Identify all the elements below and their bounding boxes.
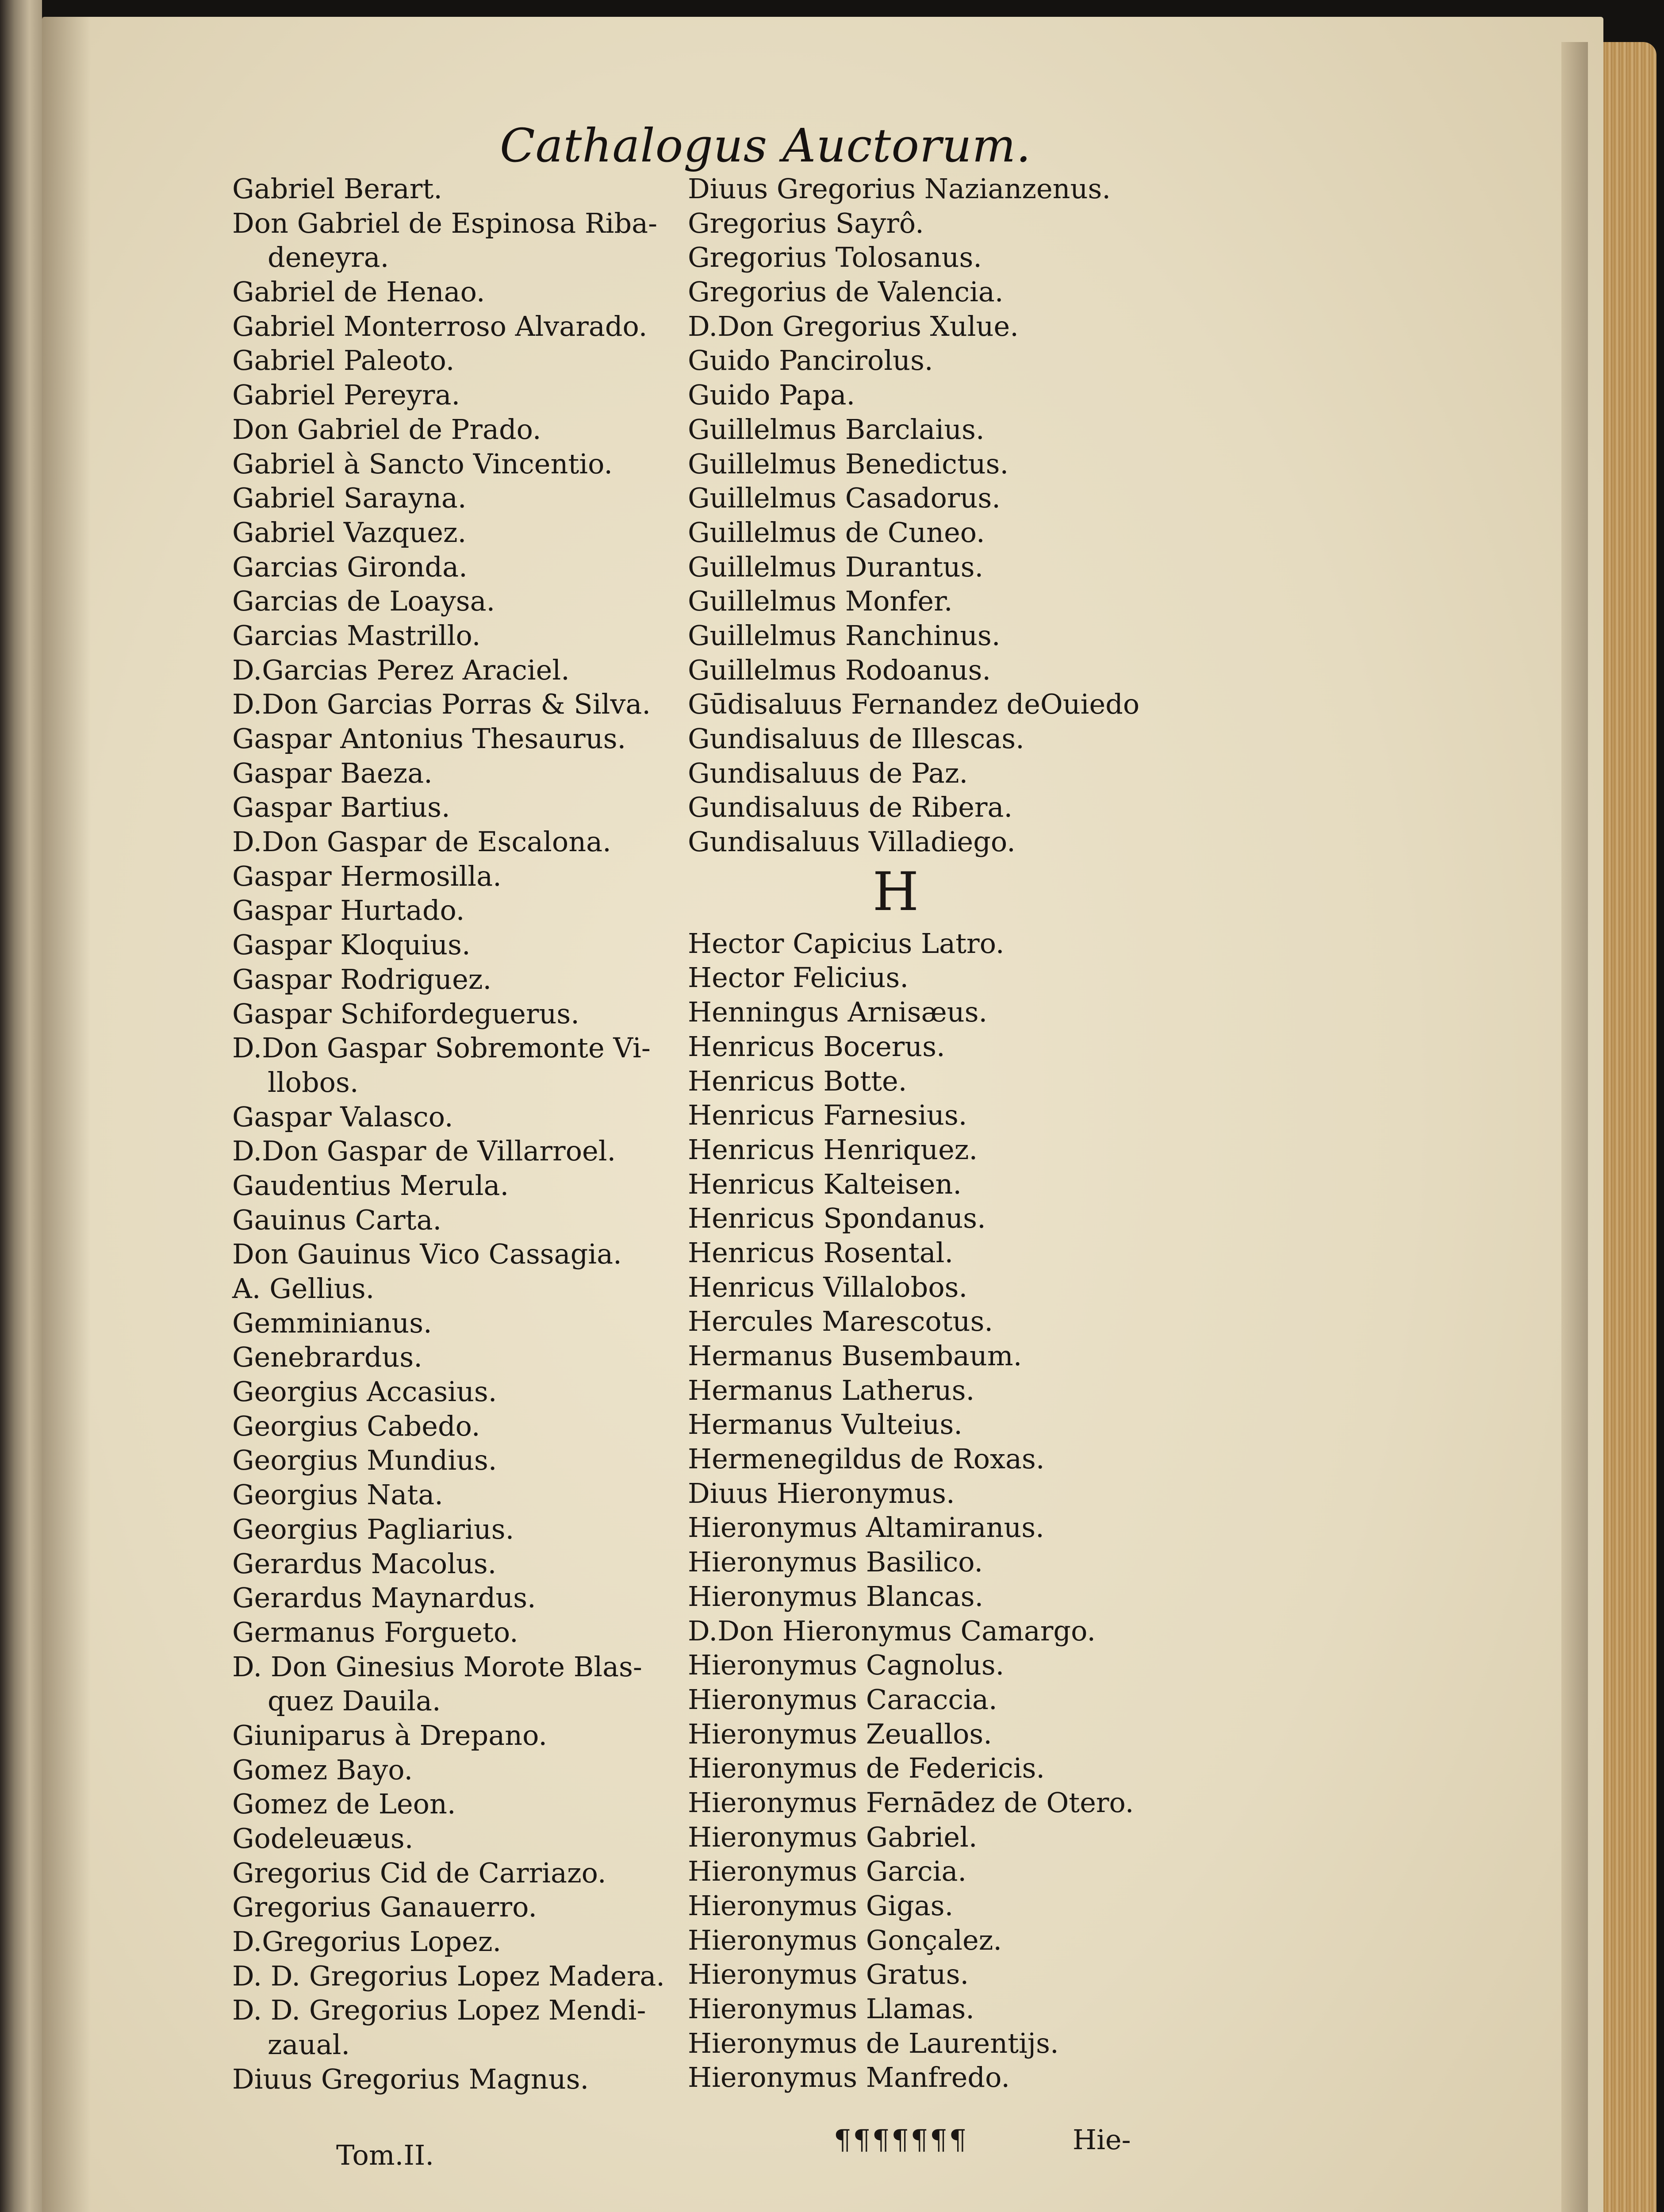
catalog-entry: Gundisaluus Villadiego. <box>688 826 1016 858</box>
catalog-entry: Hieronymus de Laurentijs. <box>688 2027 1059 2059</box>
catalog-entry: Guillelmus Durantus. <box>688 550 984 583</box>
section-letter-h: H <box>872 861 919 923</box>
catalog-entry: Gregorius Ganauerro. <box>232 1891 537 1924</box>
signature-mark: Tom.II. <box>336 2139 434 2171</box>
catalog-entry: Guido Papa. <box>688 379 855 411</box>
catalog-entry: Hermanus Latherus. <box>688 1374 975 1406</box>
catalog-entry: D. D. Gregorius Lopez Mendi- <box>232 1994 646 2027</box>
catalog-entry: Gaudentius Merula. <box>232 1169 509 1202</box>
catalog-entry: Guillelmus Benedictus. <box>688 447 1009 480</box>
left-column <box>232 172 675 2097</box>
catalog-entry: Gregorius Sayrô. <box>688 207 924 239</box>
catalog-entry: Guillelmus Monfer. <box>688 585 953 618</box>
catalog-entry: Henricus Spondanus. <box>688 1202 986 1235</box>
right-column-h-entries <box>688 926 1134 2095</box>
catalog-entry: Gomez Bayo. <box>232 1753 413 1786</box>
catalog-entry: Gaspar Hermosilla. <box>232 860 502 892</box>
left-page-edge <box>0 0 42 2212</box>
catalog-entry: Henricus Botte. <box>688 1064 907 1097</box>
catalog-entry: Guillelmus Ranchinus. <box>688 619 1001 652</box>
catalog-entry: Hieronymus Fernādez de Otero. <box>688 1786 1134 1819</box>
catalog-entry: Gabriel Paleoto. <box>232 344 455 377</box>
catalog-entry: Hector Felicius. <box>688 961 909 994</box>
right-column-g-entries <box>688 172 1140 859</box>
catalog-entry: Germanus Forgueto. <box>232 1616 518 1648</box>
catalog-entry: Guido Pancirolus. <box>688 344 933 377</box>
catalog-entry: Hermanus Vulteius. <box>688 1408 962 1441</box>
catalog-entry: Diuus Gregorius Nazianzenus. <box>688 173 1111 205</box>
catalog-entry: Hieronymus Altamiranus. <box>688 1511 1044 1544</box>
catalog-entry: Gabriel Sarayna. <box>232 482 467 515</box>
catalog-entry: Gomez de Leon. <box>232 1788 456 1820</box>
catalog-entry: Gauinus Carta. <box>232 1203 442 1236</box>
catalog-entry: Gerardus Macolus. <box>232 1547 497 1580</box>
catalog-entry: llobos. <box>268 1066 359 1098</box>
catalog-entry: Gabriel Pereyra. <box>232 379 460 411</box>
catalog-entry: Garcias Gironda. <box>232 550 468 583</box>
catalog-entry: Gūdisaluus Fernandez deOuiedo <box>688 688 1140 721</box>
catalog-entry: Hieronymus Cagnolus. <box>688 1649 1005 1682</box>
catalog-entry: Guillelmus de Cuneo. <box>688 516 985 549</box>
catalog-entry: Gaspar Baeza. <box>232 757 433 789</box>
catalog-entry: Georgius Pagliarius. <box>232 1513 514 1545</box>
catalog-entry: Georgius Mundius. <box>232 1444 497 1477</box>
catalog-entry: Gaspar Valasco. <box>232 1100 453 1133</box>
catalog-entry: Hieronymus Zeuallos. <box>688 1717 992 1750</box>
running-head: Cathalogus Auctorum. <box>500 119 1031 173</box>
catalog-entry: Henningus Arnisæus. <box>688 996 988 1029</box>
catalog-entry: Hieronymus Caraccia. <box>688 1683 997 1716</box>
catalog-entry: Gabriel Berart. <box>232 173 442 205</box>
catalog-entry: Hieronymus Manfredo. <box>688 2061 1010 2094</box>
catalog-entry: Gregorius Cid de Carriazo. <box>232 1856 606 1889</box>
catalog-entry: Diuus Gregorius Magnus. <box>232 2062 589 2095</box>
catalog-entry: Gundisaluus de Ribera. <box>688 791 1013 824</box>
catalog-entry: D.Gregorius Lopez. <box>232 1925 502 1958</box>
catalog-entry: Guillelmus Barclaius. <box>688 413 985 445</box>
catalog-entry: Don Gabriel de Espinosa Riba- <box>232 207 658 239</box>
catalog-entry: Don Gabriel de Prado. <box>232 413 541 445</box>
catalog-entry: Hieronymus Garcia. <box>688 1855 967 1888</box>
catalog-entry: Gaspar Rodriguez. <box>232 963 492 995</box>
catalog-entry: Hieronymus Gigas. <box>688 1889 954 1922</box>
catalog-entry: Gaspar Antonius Thesaurus. <box>232 722 626 755</box>
catalog-entry: D.Don Gaspar de Escalona. <box>232 826 611 858</box>
catalog-entry: Georgius Cabedo. <box>232 1409 480 1442</box>
catalog-entry: Henricus Henriquez. <box>688 1133 978 1166</box>
page-edge-shadow <box>1561 42 1588 2212</box>
catalog-entry: Hieronymus Gratus. <box>688 1958 969 1991</box>
catalog-entry: Hieronymus Blancas. <box>688 1580 984 1613</box>
catalog-entry: D.Don Gaspar de Villarroel. <box>232 1135 616 1167</box>
catalog-entry: A. Gellius. <box>232 1272 375 1305</box>
catalog-entry: Gaspar Kloquius. <box>232 929 471 961</box>
catalog-entry: zaual. <box>268 2028 350 2061</box>
catalog-entry: Giuniparus à Drepano. <box>232 1719 548 1751</box>
catalog-entry: Gabriel de Henao. <box>232 276 485 308</box>
catalog-entry: Hermanus Busembaum. <box>688 1340 1022 1372</box>
catalog-entry: Gundisaluus de Illescas. <box>688 722 1024 755</box>
catalog-entry: Gaspar Bartius. <box>232 791 450 824</box>
catalog-entry: Georgius Nata. <box>232 1479 443 1511</box>
catalog-entry: D.Garcias Perez Araciel. <box>232 653 570 686</box>
catalog-entry: Diuus Hieronymus. <box>688 1477 955 1509</box>
catalog-entry: D.Don Gaspar Sobremonte Vi- <box>232 1032 651 1064</box>
catalog-entry: Henricus Farnesius. <box>688 1099 967 1132</box>
catalog-entry: quez Dauila. <box>268 1685 441 1717</box>
catalog-entry: Hieronymus Basilico. <box>688 1546 983 1578</box>
catalog-entry: Hector Capicius Latro. <box>688 927 1005 960</box>
catalog-entry: Gabriel à Sancto Vincentio. <box>232 447 613 480</box>
catalog-entry: Hieronymus Gabriel. <box>688 1820 978 1853</box>
catalog-entry: D.Don Garcias Porras & Silva. <box>232 688 651 721</box>
catalog-entry: Garcias Mastrillo. <box>232 619 481 652</box>
gutter-shadow <box>42 17 91 2212</box>
catchword: Hie- <box>1073 2124 1131 2156</box>
catalog-entry: Gundisaluus de Paz. <box>688 757 968 789</box>
catalog-entry: Guillelmus Casadorus. <box>688 482 1001 515</box>
catalog-entry: Hermenegildus de Roxas. <box>688 1443 1045 1475</box>
catalog-entry: D.Don Gregorius Xulue. <box>688 310 1019 342</box>
catalog-entry: D. D. Gregorius Lopez Madera. <box>232 1959 665 1992</box>
catalog-entry: Henricus Kalteisen. <box>688 1167 962 1200</box>
catalog-entry: Guillelmus Rodoanus. <box>688 653 991 686</box>
catalog-entry: deneyra. <box>268 241 389 274</box>
catalog-entry: Hieronymus Gonçalez. <box>688 1924 1002 1956</box>
catalog-entry: Hieronymus de Federicis. <box>688 1752 1045 1785</box>
catalog-entry: Henricus Bocerus. <box>688 1030 945 1063</box>
catalog-entry: Gemminianus. <box>232 1306 432 1339</box>
catalog-entry: Georgius Accasius. <box>232 1375 497 1408</box>
catalog-entry: Don Gauinus Vico Cassagia. <box>232 1238 622 1271</box>
catalog-entry: Gabriel Vazquez. <box>232 516 467 549</box>
catalog-entry: Garcias de Loaysa. <box>232 585 495 618</box>
catalog-entry: D.Don Hieronymus Camargo. <box>688 1614 1096 1647</box>
catalog-entry: Hieronymus Llamas. <box>688 1993 975 2025</box>
catalog-entry: Gaspar Hurtado. <box>232 894 465 927</box>
right-column <box>688 172 1140 2095</box>
catalog-entry: Gabriel Monterroso Alvarado. <box>232 310 648 342</box>
catalog-entry: D. Don Ginesius Morote Blas- <box>232 1650 642 1683</box>
catalog-entry: Godeleuæus. <box>232 1822 414 1855</box>
catalog-entry: Gerardus Maynardus. <box>232 1582 536 1614</box>
catalog-entry: Hercules Marescotus. <box>688 1305 993 1338</box>
catalog-entry: Genebrardus. <box>232 1341 422 1374</box>
ornament-row: ¶¶¶¶¶¶¶ <box>834 2124 969 2156</box>
catalog-entry: Henricus Rosental. <box>688 1236 954 1269</box>
catalog-entry: Gregorius de Valencia. <box>688 276 1004 308</box>
catalog-entry: Henricus Villalobos. <box>688 1271 968 1303</box>
catalog-entry: Gaspar Schifordeguerus. <box>232 997 579 1030</box>
catalog-entry: Gregorius Tolosanus. <box>688 241 982 274</box>
